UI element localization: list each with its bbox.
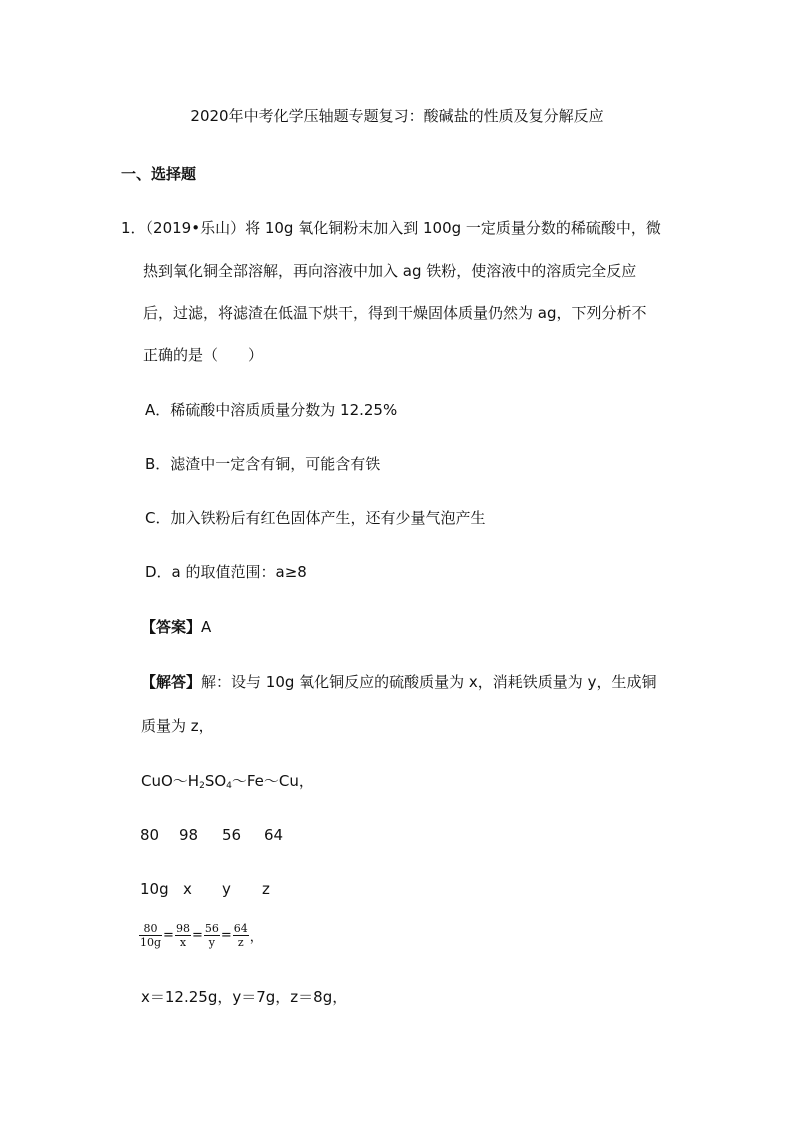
fraction-numerator: 98 (175, 922, 190, 935)
fraction-denominator: z (237, 936, 244, 949)
chemical-relation (141, 771, 314, 796)
equals-sign: = (191, 928, 203, 943)
relation-sub-2: 4 (226, 781, 232, 791)
unknown-row (0, 879, 794, 899)
unknown-value: z (262, 880, 270, 898)
option-d: D．a 的取值范围：a≥8 (145, 563, 307, 581)
mass-value: 98 (179, 826, 199, 844)
solution-text-1: 解：设与 10g 氧化铜反应的硫酸质量为 x，消耗铁质量为 y，生成铜 (201, 673, 657, 691)
equals-sign: = (220, 928, 232, 943)
proportion-equation (139, 922, 264, 949)
section-heading: 一、选择题 (121, 165, 197, 183)
solution-line-2: 质量为 z， (141, 717, 214, 735)
fraction-numerator: 56 (204, 922, 219, 935)
mass-value: 80 (140, 826, 160, 844)
equals-sign: = (163, 928, 174, 943)
fraction-tail: ， (249, 930, 263, 945)
solution-label: 【解答】 (141, 673, 202, 691)
fraction-denominator: y (208, 936, 215, 949)
fraction-numerator: 80 (139, 922, 162, 936)
mass-value: 56 (222, 826, 242, 844)
answer (141, 617, 211, 637)
solution-line-1 (141, 672, 656, 692)
question-line-1: 1．（2019•乐山）将 10g 氧化铜粉末加入到 100g 一定质量分数的稀硫酸中，微 (121, 219, 661, 237)
mass-value: 64 (264, 826, 284, 844)
answer-label: 【答案】 (141, 618, 202, 636)
option-a: A．稀硫酸中溶质质量分数为 12.25% (145, 401, 398, 419)
mass-row (0, 825, 794, 845)
option-b: B．滤渣中一定含有铜，可能含有铁 (145, 455, 381, 473)
relation-sub-1: 2 (199, 781, 205, 791)
relation-part-2: SO (204, 772, 227, 790)
fraction-numerator: 64 (233, 922, 248, 935)
question-line-2: 热到氧化铜全部溶解，再向溶液中加入 ag 铁粉，使溶液中的溶质完全反应 (143, 262, 637, 280)
unknown-value: x (183, 880, 192, 898)
fraction (175, 922, 191, 949)
answer-value: A (201, 618, 212, 636)
fraction (204, 922, 220, 949)
relation-part-3: ～Fe～Cu， (231, 772, 314, 790)
relation-part-1: CuO～H (141, 772, 200, 790)
question-line-3: 后，过滤，将滤渣在低温下烘干，得到干燥固体质量仍然为 ag，下列分析不 (143, 304, 647, 322)
unknown-value: y (222, 880, 231, 898)
result-line: x＝12.25g，y＝7g，z＝8g， (141, 988, 348, 1006)
question-line-4: 正确的是（ ） (143, 346, 264, 364)
fraction (139, 922, 162, 949)
page-title: 2020年中考化学压轴题专题复习：酸碱盐的性质及复分解反应 (190, 107, 604, 125)
option-c: C．加入铁粉后有红色固体产生，还有少量气泡产生 (145, 509, 486, 527)
fraction-denominator: x (179, 936, 187, 949)
fraction-denominator: 10g (140, 936, 162, 949)
fraction (233, 922, 249, 949)
unknown-value: 10g (140, 880, 169, 898)
